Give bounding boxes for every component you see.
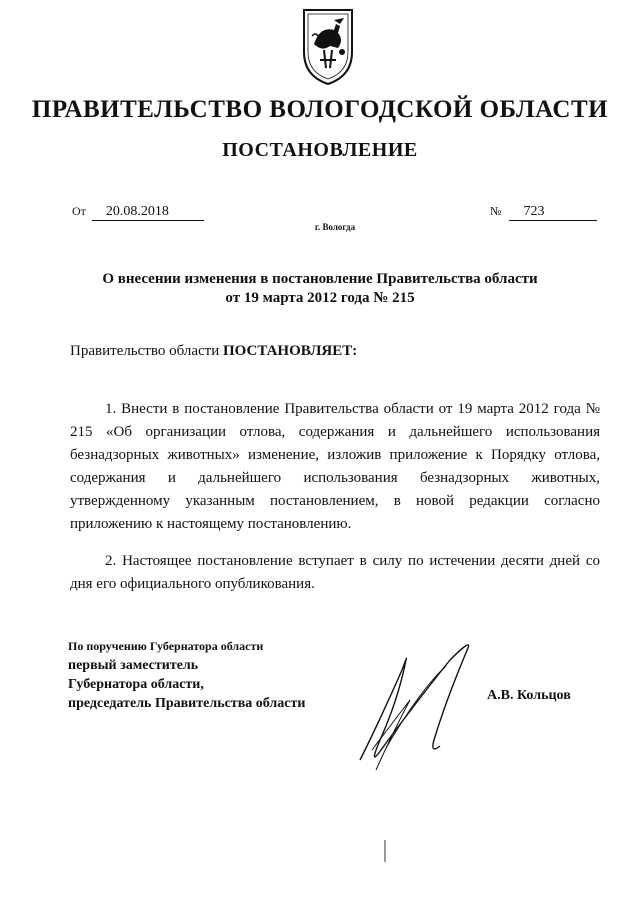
- number-value: 723: [509, 204, 597, 221]
- city-name: г. Вологда: [314, 222, 356, 232]
- document-number: [490, 204, 597, 221]
- date-value: 20.08.2018: [92, 204, 204, 221]
- government-title: ПРАВИТЕЛЬСТВО ВОЛОГОДСКОЙ ОБЛАСТИ: [31, 96, 609, 123]
- signatory-line-2: первый заместитель: [68, 658, 199, 673]
- document-date: [72, 204, 204, 221]
- subject-line-2: от 19 марта 2012 года № 215: [225, 290, 415, 306]
- scan-mark: [384, 840, 386, 862]
- preamble: [70, 343, 357, 360]
- coat-of-arms-icon: [300, 6, 356, 88]
- signatory-line-1: По поручению Губернатора области: [68, 639, 264, 653]
- signatory-position: [68, 637, 305, 713]
- signatory-line-4: председатель Правительства области: [68, 696, 306, 711]
- signatory-line-3: Губернатора области,: [68, 677, 204, 692]
- paragraph-1: 1. Внести в постановление Правительства области от 19 марта 2012 года № 215 «Об организации отлова, содержания и дальнейшего использования безнадзорных животных» изменение, изложив приложение к Порядку отлова, содержания и дальнейшего использования безнадзорных животных, утвержденному указанным постановлением, в новой редакции согласно приложению к настоящему постановлению.: [70, 401, 600, 532]
- preamble-text: Правительство области: [70, 343, 220, 359]
- paragraph-2: 2. Настоящее постановление вступает в силу по истечении десяти дней со дня его официального опубликования.: [70, 553, 600, 592]
- handwritten-signature-icon: [350, 630, 490, 780]
- number-label: №: [490, 204, 502, 218]
- subject-line-1: О внесении изменения в постановление Правительства области: [102, 271, 538, 287]
- preamble-decree: ПОСТАНОВЛЯЕТ:: [222, 343, 358, 359]
- document-subject: [0, 270, 640, 308]
- date-label: От: [72, 204, 86, 218]
- document-type: ПОСТАНОВЛЕНИЕ: [222, 139, 418, 161]
- signatory-name: А.В. Кольцов: [487, 688, 571, 703]
- document-body: [70, 398, 600, 610]
